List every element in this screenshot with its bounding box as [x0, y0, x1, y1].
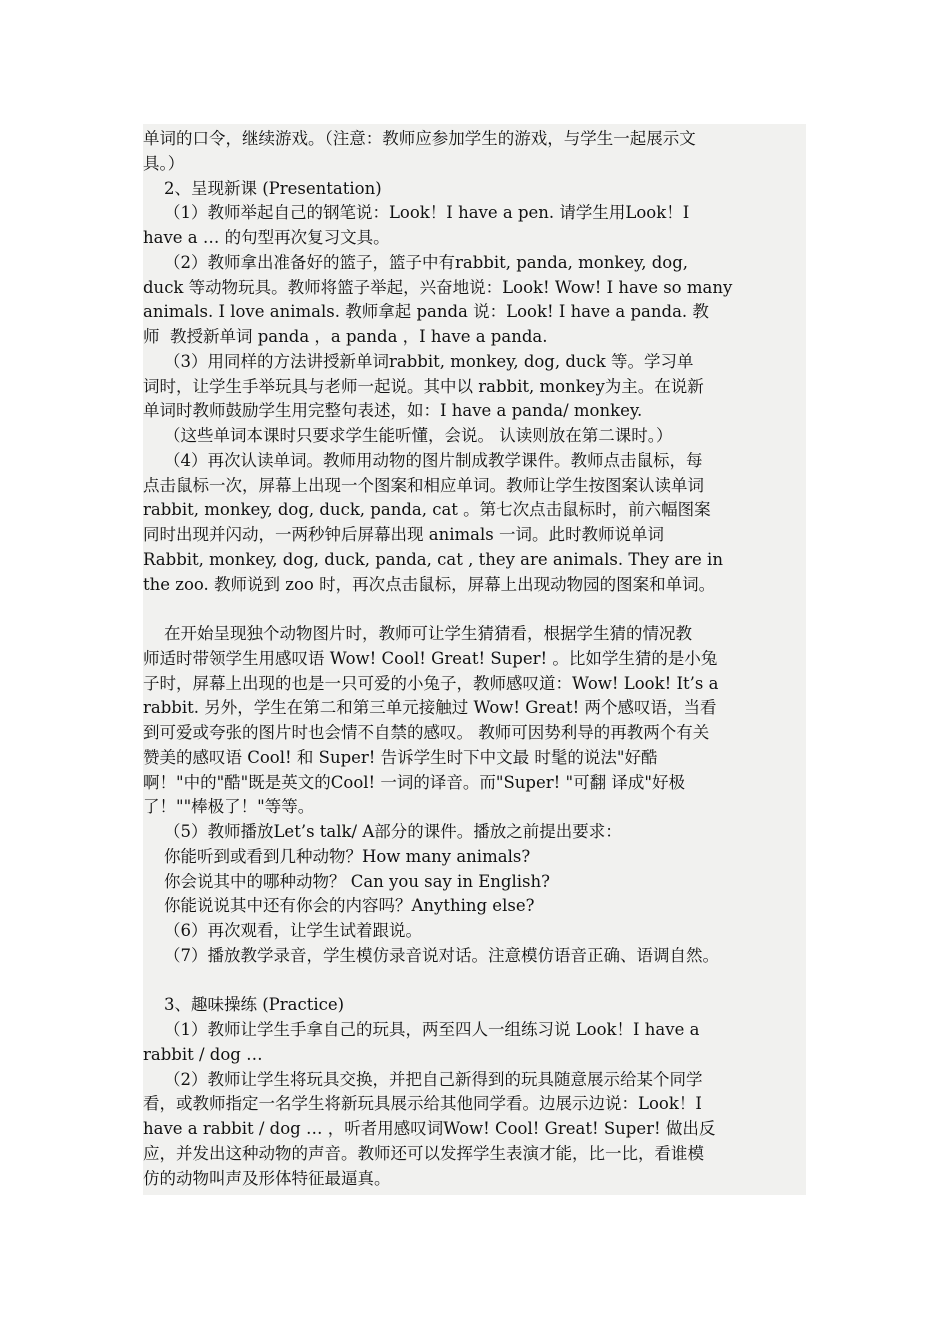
text-line: 了！""棒极了！"等等。 [143, 797, 315, 817]
text-line: 单词的口令，继续游戏。（注意：教师应参加学生的游戏，与学生一起展示文 [143, 129, 696, 148]
text-line: （5）教师播放Let’s talk/ A部分的课件。播放之前提出要求： [143, 822, 622, 841]
text-line: rabbit / dog … [143, 1044, 263, 1064]
text-line: 啊！"中的"酷"既是英文的Cool! 一词的译音。而"Super! "可翻 译成"好极 [143, 772, 685, 792]
text-line: 2、呈现新课 (Presentation) [143, 178, 382, 198]
text-line: 仿的动物叫声及形体特征最逼真。 [143, 1168, 391, 1188]
text-line: （7）播放教学录音，学生模仿录音说对话。注意模仿语音正确、语调自然。 [143, 945, 719, 965]
text-line: 子时，屏幕上出现的也是一只可爱的小兔子，教师感叹道：Wow! Look! It’s a [143, 673, 719, 693]
text-line: 你会说其中的哪种动物？ Can you say in English? [143, 871, 550, 891]
text-line: （3）用同样的方法讲授新单词rabbit, monkey, dog, duck 等。学习单 [143, 351, 694, 371]
text-line: 应，并发出这种动物的声音。教师还可以发挥学生表演才能，比一比，看谁模 [143, 1143, 704, 1163]
text-line: 赞美的感叹语 Cool! 和 Super! 告诉学生时下中文最 时髦的说法"好酷 [143, 747, 658, 767]
text-line: 你能听到或看到几种动物？How many animals? [143, 846, 531, 866]
text-line: 在开始呈现独个动物图片时，教师可让学生猜猜看，根据学生猜的情况教 [143, 624, 692, 643]
text-line: rabbit, monkey, dog, duck, panda, cat 。第七次点击鼠标时，前六幅图案 [143, 500, 711, 520]
text-line: （1）教师让学生手拿自己的玩具，两至四人一组练习说 Look！I have a [143, 1020, 700, 1039]
text-line: 同时出现并闪动，一两秒钟后屏幕出现 animals 一词。此时教师说单词 [143, 525, 664, 544]
text-line: 词时，让学生手举玩具与老师一起说。其中以 rabbit, monkey为主。在说新 [143, 376, 704, 396]
text-line: （2）教师拿出准备好的篮子，篮子中有rabbit, panda, monkey, dog, [143, 252, 689, 272]
text-line: 单词时教师鼓励学生用完整句表述，如：I have a panda/ monkey. [143, 401, 643, 421]
text-line: 具。） [143, 153, 185, 173]
text-line: 点击鼠标一次，屏幕上出现一个图案和相应单词。教师让学生按图案认读单词 [143, 475, 704, 495]
text-line: 看，或教师指定一名学生将新玩具展示给其他同学看。边展示边说：Look！I [143, 1094, 702, 1114]
text-line: have a rabbit / dog … ，听者用感叹词Wow! Cool! Great! Super! 做出反 [143, 1119, 716, 1138]
text-line: duck 等动物玩具。教师将篮子举起，兴奋地说：Look! Wow! I have so many [143, 277, 733, 297]
text-line: rabbit. 另外，学生在第二和第三单元接触过 Wow! Great! 两个感叹语，当看 [143, 698, 717, 718]
text-line: 师适时带领学生用感叹语 Wow! Cool! Great! Super! 。比如学生猜的是小兔 [143, 648, 718, 668]
text-line: Rabbit, monkey, dog, duck, panda, cat , they are animals. They are in [143, 549, 723, 569]
text-line: animals. I love animals. 教师拿起 panda 说：Look! I have a panda. 教 [143, 302, 709, 322]
text-line: 3、趣味操练 (Practice) [143, 995, 345, 1015]
text-line: （2）教师让学生将玩具交换，并把自己新得到的玩具随意展示给某个同学 [143, 1069, 703, 1089]
text-line: 你能说说其中还有你会的内容吗？Anything else? [143, 896, 535, 916]
text-line: the zoo. 教师说到 zoo 时，再次点击鼠标，屏幕上出现动物园的图案和单词。 [143, 574, 716, 594]
text-line: have a … 的句型再次复习文具。 [143, 228, 390, 247]
text-line: 到可爱或夸张的图片时也会情不自禁的感叹。 教师可因势利导的再教两个有关 [143, 723, 710, 742]
text-line: 师 教授新单词 panda ，a panda ，I have a panda. [143, 327, 548, 346]
text-line: （1）教师举起自己的钢笔说：Look！I have a pen. 请学生用Look！I [143, 203, 690, 223]
text-line: （4）再次认读单词。教师用动物的图片制成教学课件。教师点击鼠标，每 [143, 450, 703, 470]
document-text-block [143, 124, 806, 1195]
text-line: （6）再次观看，让学生试着跟说。 [143, 921, 422, 940]
text-line: （这些单词本课时只要求学生能听懂，会说。 认读则放在第二课时。） [143, 426, 673, 445]
